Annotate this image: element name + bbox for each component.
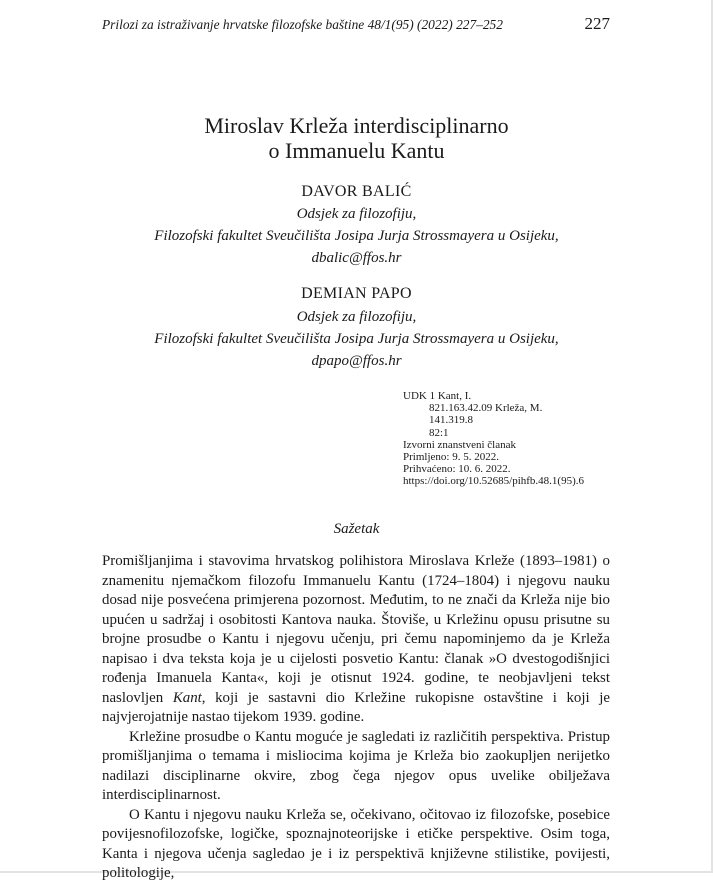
- classification-block: [403, 390, 584, 488]
- abstract-text: Promišljanjima i stavovima hrvatskog polihistora Miroslava Krleže (1893–1981) o znamenitu njemačkom filozofu Immanuelu Kantu (1724–1804) i njegovu nauku dosad nije posvećena primjerena pozornost. Međutim, to ne znači da Krleža nije bio upućen u sadržaj i osobitosti Kantova nauka. Štoviše, u Krležinu opusu prisutne su brojne prosudbe o Kantu i njegovu učenju, pri čemu napominjemo da je Krleža napisao i dva teksta koja je u cijelosti posvetio Kantu: članak »O dvestogodišnjici rođenja Imanuela Kanta«, koji je otisnut 1924. godine, te neobjavljeni tekst naslovljen: [102, 553, 610, 706]
- page-number: 227: [584, 14, 610, 33]
- udk-line: 82:1: [429, 426, 449, 439]
- article-type: Izvorni znanstveni članak: [403, 438, 517, 451]
- author-email: dpapo@ffos.hr: [311, 353, 402, 369]
- abstract-heading: Sažetak: [333, 521, 380, 537]
- title-line-1: Miroslav Krleža interdisciplinarno: [204, 113, 509, 138]
- author-name: DEMIAN PAPO: [301, 285, 412, 302]
- running-head: Prilozi za istraživanje hrvatske filozofske baštine 48/1(95) (2022) 227–252: [102, 17, 503, 32]
- received-date: Primljeno: 9. 5. 2022.: [403, 451, 499, 464]
- abstract-body: [102, 552, 610, 884]
- udk-line: UDK 1 Kant, I.: [403, 390, 472, 402]
- abstract-paragraph: [102, 552, 610, 728]
- page-header: [102, 14, 610, 37]
- udk-line: 141.319.8: [429, 414, 473, 427]
- author-affiliation: [0, 306, 713, 372]
- italic-title: Kant: [172, 689, 202, 706]
- title-line-2: o Immanuelu Kantu: [268, 138, 445, 163]
- author-email: dbalic@ffos.hr: [311, 250, 402, 266]
- abstract-paragraph: O Kantu i njegovu nauku Krleža se, očekivano, očitovao iz filozofske, posebice povijesnofilozofske, logičke, spoznajnoteorijske i etičke perspektive. Osim toga, Kanta i njegova učenja sagledao je i iz perspektivā književne stilistike, povijesti, politologije,: [102, 806, 610, 881]
- doi-link[interactable]: https://doi.org/10.52685/pihfb.48.1(95).6: [403, 475, 584, 488]
- department: Odsjek za filozofiju,: [296, 309, 417, 325]
- faculty: Filozofski fakultet Sveučilišta Josipa Jurja Strossmayera u Osijeku,: [154, 331, 559, 347]
- article-title: [0, 113, 713, 163]
- author-name: DAVOR BALIĆ: [301, 183, 412, 200]
- faculty: Filozofski fakultet Sveučilišta Josipa Jurja Strossmayera u Osijeku,: [154, 228, 559, 244]
- department: Odsjek za filozofiju,: [296, 206, 417, 222]
- author-affiliation: [0, 203, 713, 269]
- abstract-text: , koji je sastavni dio Krležine rukopisne ostavštine i koji je najvjerojatnije nastao tijekom 1939. godine.: [102, 689, 610, 725]
- abstract-paragraph: Krležine prosudbe o Kantu moguće je sagledati iz različitih perspektiva. Pristup promišljanjima o temama i misliocima kojima je Krleža bio zaokupljen nerijetko nadilazi disciplinarne okvire, zbog čega njegov opus uvelike obilježava interdisciplinarnost.: [102, 728, 610, 803]
- udk-line: 821.163.42.09 Krleža, M.: [429, 402, 543, 415]
- accepted-date: Prihvaćeno: 10. 6. 2022.: [403, 463, 511, 476]
